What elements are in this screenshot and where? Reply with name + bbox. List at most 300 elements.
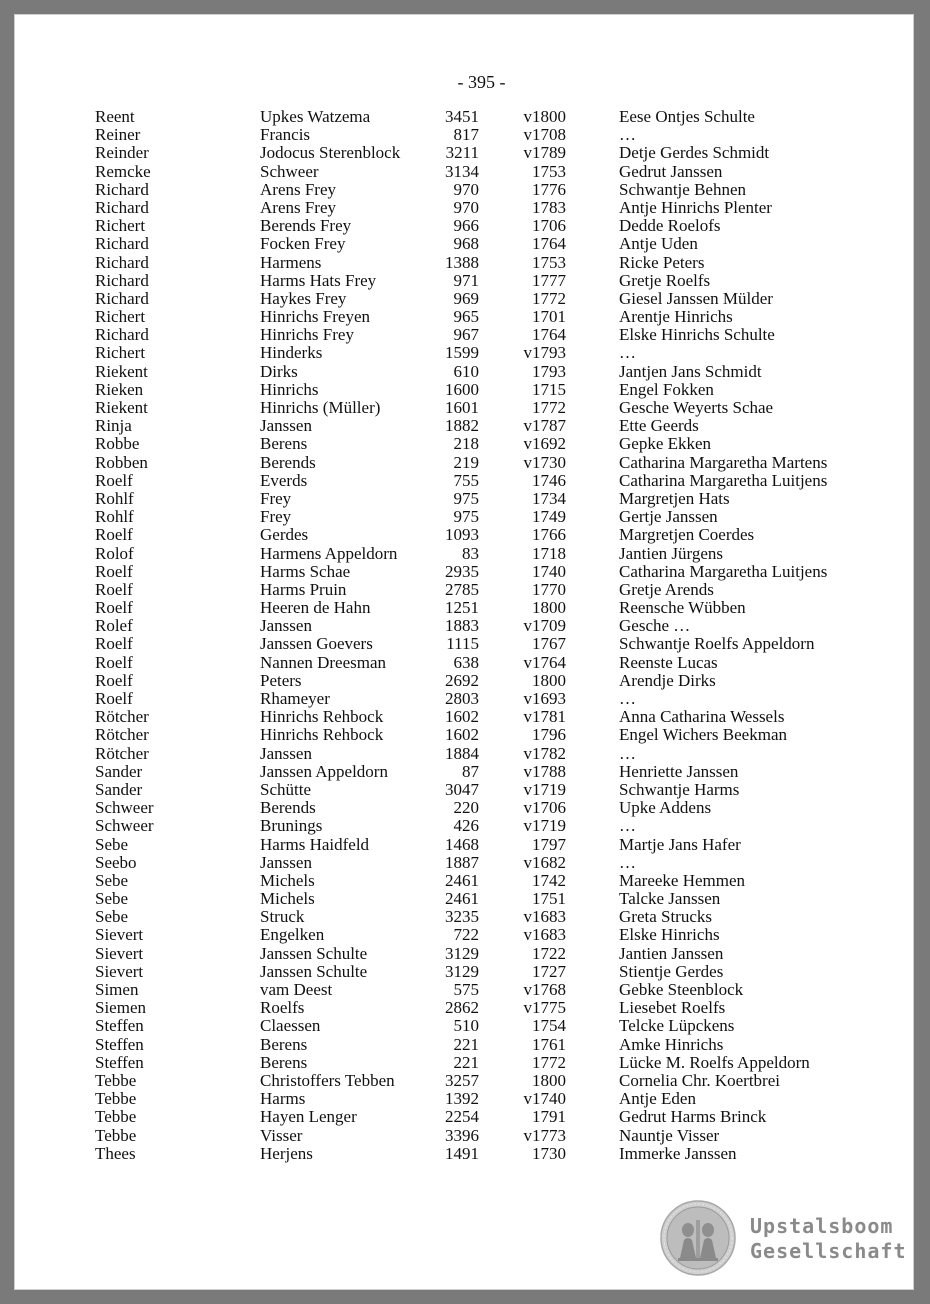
surname-cell: Hinderks — [260, 343, 323, 363]
surname-cell: Berends Frey — [260, 216, 352, 236]
year-cell: 1777 — [532, 270, 566, 290]
table-row — [14, 1127, 914, 1145]
spouse-cell: Telcke Lüpckens — [619, 1016, 735, 1036]
spouse-cell: Cornelia Chr. Koertbrei — [619, 1070, 780, 1090]
spouse-cell: … — [619, 852, 636, 872]
spouse-cell: Liesebet Roelfs — [619, 998, 726, 1018]
first-name-cell: Seebo — [95, 852, 137, 872]
spouse-cell: … — [619, 689, 636, 708]
record-number-cell: 1883 — [445, 616, 479, 636]
year-cell: v1708 — [523, 125, 566, 145]
table-row — [14, 1108, 914, 1126]
record-number-cell: 87 — [462, 761, 479, 781]
surname-cell: Peters — [260, 670, 302, 690]
record-number-cell: 2692 — [445, 670, 479, 690]
record-number-cell: 970 — [453, 197, 479, 217]
year-cell: 1722 — [532, 943, 566, 963]
surname-cell: Upkes Watzema — [260, 107, 371, 126]
surname-cell: Focken Frey — [260, 234, 346, 254]
spouse-cell: Arendje Dirks — [619, 670, 716, 690]
first-name-cell: Rohlf — [95, 488, 134, 508]
record-number-cell: 722 — [453, 925, 479, 945]
spouse-cell: … — [619, 743, 636, 763]
year-cell: 1727 — [532, 961, 566, 981]
first-name-cell: Reinder — [95, 143, 149, 163]
table-row — [14, 963, 914, 981]
record-number-cell: 1388 — [445, 252, 479, 272]
table-row — [14, 872, 914, 890]
surname-cell: Hinrichs — [260, 379, 319, 399]
record-number-cell: 1602 — [445, 725, 479, 745]
year-cell: v1787 — [523, 416, 566, 436]
year-cell: 1753 — [532, 252, 566, 272]
spouse-cell: Antje Eden — [619, 1089, 696, 1109]
record-number-cell: 510 — [453, 1016, 479, 1036]
year-cell: 1800 — [532, 598, 566, 618]
table-row — [14, 108, 914, 126]
surname-cell: Hinrichs (Müller) — [260, 398, 381, 417]
surname-cell: Herjens — [260, 1143, 313, 1163]
record-number-cell: 221 — [453, 1034, 479, 1054]
record-number-cell: 218 — [453, 434, 479, 454]
surname-cell: Arens Frey — [260, 179, 337, 199]
page-number: - 395 - — [457, 72, 506, 92]
year-cell: 1800 — [532, 670, 566, 690]
first-name-cell: Roelf — [95, 470, 133, 490]
table-row — [14, 1145, 914, 1163]
first-name-cell: Schweer — [95, 816, 154, 836]
spouse-cell: Gedrut Janssen — [619, 161, 723, 181]
table-row — [14, 126, 914, 144]
year-cell: 1767 — [532, 634, 566, 654]
year-cell: 1772 — [532, 398, 566, 417]
table-row — [14, 745, 914, 763]
first-name-cell: Roelf — [95, 579, 133, 599]
first-name-cell: Riekent — [95, 361, 148, 381]
record-number-cell: 3396 — [445, 1125, 479, 1145]
surname-cell: Berends — [260, 798, 316, 818]
table-row — [14, 654, 914, 672]
spouse-cell: Catharina Margaretha Luitjens — [619, 470, 828, 490]
table-row — [14, 945, 914, 963]
first-name-cell: Rinja — [95, 416, 132, 436]
first-name-cell: Robbe — [95, 434, 140, 454]
year-cell: v1782 — [523, 743, 566, 763]
record-number-cell: 817 — [453, 125, 479, 145]
spouse-cell: Dedde Roelofs — [619, 216, 721, 236]
spouse-cell: … — [619, 816, 636, 836]
first-name-cell: Schweer — [95, 798, 154, 818]
year-cell: 1740 — [532, 561, 566, 581]
year-cell: 1776 — [532, 179, 566, 199]
table-row — [14, 1090, 914, 1108]
record-number-cell: 971 — [453, 270, 479, 290]
spouse-cell: … — [619, 343, 636, 363]
table-row — [14, 908, 914, 926]
surname-cell: Hinrichs Rehbock — [260, 725, 384, 745]
spouse-cell: Lücke M. Roelfs Appeldorn — [619, 1052, 810, 1072]
first-name-cell: Richard — [95, 288, 149, 308]
surname-cell: Janssen — [260, 416, 312, 436]
table-row — [14, 926, 914, 944]
year-cell: 1746 — [532, 470, 566, 490]
record-number-cell: 1600 — [445, 379, 479, 399]
spouse-cell: Reensche Wübben — [619, 598, 746, 618]
year-cell: 1751 — [532, 889, 566, 909]
table-row — [14, 836, 914, 854]
spouse-cell: Gesche Weyerts Schae — [619, 398, 774, 417]
record-number-cell: 221 — [453, 1052, 479, 1072]
year-cell: 1770 — [532, 579, 566, 599]
record-number-cell: 1599 — [445, 343, 479, 363]
record-number-cell: 1602 — [445, 707, 479, 727]
record-number-cell: 1884 — [445, 743, 479, 763]
spouse-cell: Schwantje Roelfs Appeldorn — [619, 634, 815, 654]
surname-cell: Dirks — [260, 361, 298, 381]
year-cell: 1764 — [532, 234, 566, 254]
surname-cell: Roelfs — [260, 998, 305, 1018]
first-name-cell: Tebbe — [95, 1089, 137, 1109]
spouse-cell: Antje Uden — [619, 234, 698, 254]
record-number-cell: 2803 — [445, 689, 479, 708]
surname-cell: Janssen Schulte — [260, 943, 368, 963]
first-name-cell: Rötcher — [95, 707, 149, 727]
record-number-cell: 2461 — [445, 870, 479, 890]
record-number-cell: 975 — [453, 488, 479, 508]
surname-cell: Harmens — [260, 252, 322, 272]
table-row — [14, 144, 914, 162]
seal-logo — [660, 1200, 736, 1276]
first-name-cell: Sievert — [95, 925, 144, 945]
record-number-cell: 966 — [453, 216, 479, 236]
surname-cell: Engelken — [260, 925, 325, 945]
table-row — [14, 981, 914, 999]
record-number-cell: 2785 — [445, 579, 479, 599]
first-name-cell: Sebe — [95, 907, 129, 927]
first-name-cell: Riekent — [95, 398, 148, 417]
spouse-cell: Giesel Janssen Mülder — [619, 288, 773, 308]
table-row — [14, 545, 914, 563]
record-number-cell: 426 — [453, 816, 479, 836]
record-number-cell: 638 — [453, 652, 479, 672]
table-row — [14, 417, 914, 435]
year-cell: 1764 — [532, 325, 566, 345]
first-name-cell: Richard — [95, 270, 149, 290]
first-name-cell: Sebe — [95, 870, 129, 890]
first-name-cell: Richert — [95, 216, 146, 236]
surname-cell: Janssen — [260, 743, 312, 763]
record-number-cell: 2862 — [445, 998, 479, 1018]
spouse-cell: Martje Jans Hafer — [619, 834, 741, 854]
surname-cell: Hinrichs Rehbock — [260, 707, 384, 727]
year-cell: v1740 — [523, 1089, 566, 1109]
spouse-cell: Antje Hinrichs Plenter — [619, 197, 772, 217]
spouse-cell: Arentje Hinrichs — [619, 307, 733, 327]
spouse-cell: … — [619, 125, 636, 145]
first-name-cell: Simen — [95, 980, 139, 999]
table-row — [14, 435, 914, 453]
first-name-cell: Reiner — [95, 125, 141, 145]
table-row — [14, 326, 914, 344]
year-cell: 1761 — [532, 1034, 566, 1054]
table-row — [14, 635, 914, 653]
first-name-cell: Roelf — [95, 689, 133, 708]
surname-cell: Berends — [260, 452, 316, 472]
first-name-cell: Richard — [95, 234, 149, 254]
record-number-cell: 975 — [453, 507, 479, 527]
first-name-cell: Steffen — [95, 1034, 144, 1054]
surname-cell: Janssen — [260, 616, 312, 636]
year-cell: v1683 — [523, 925, 566, 945]
surname-cell: Visser — [260, 1125, 303, 1145]
spouse-cell: Detje Gerdes Schmidt — [619, 143, 770, 163]
table-row — [14, 999, 914, 1017]
spouse-cell: Schwantje Behnen — [619, 179, 746, 199]
surname-cell: Berens — [260, 434, 308, 454]
record-number-cell: 1093 — [445, 525, 479, 545]
record-number-cell: 575 — [453, 980, 479, 999]
spouse-cell: Engel Wichers Beekman — [619, 725, 787, 745]
first-name-cell: Remcke — [95, 161, 151, 181]
year-cell: v1773 — [523, 1125, 566, 1145]
spouse-cell: Gepke Ekken — [619, 434, 712, 454]
record-number-cell: 1115 — [446, 634, 479, 654]
surname-cell: Hinrichs Freyen — [260, 307, 371, 327]
spouse-cell: Anna Catharina Wessels — [619, 707, 785, 727]
table-row — [14, 854, 914, 872]
record-number-cell: 968 — [453, 234, 479, 254]
record-number-cell: 2461 — [445, 889, 479, 909]
first-name-cell: Roelf — [95, 525, 133, 545]
first-name-cell: Richard — [95, 252, 149, 272]
year-cell: 1797 — [532, 834, 566, 854]
record-number-cell: 1468 — [445, 834, 479, 854]
surname-cell: Haykes Frey — [260, 288, 347, 308]
table-row — [14, 726, 914, 744]
record-number-cell: 965 — [453, 307, 479, 327]
surname-cell: Jodocus Sterenblock — [260, 143, 401, 163]
spouse-cell: Greta Strucks — [619, 907, 713, 927]
surname-cell: Berens — [260, 1034, 308, 1054]
first-name-cell: Sebe — [95, 889, 129, 909]
spouse-cell: Immerke Janssen — [619, 1143, 737, 1163]
year-cell: v1706 — [523, 798, 566, 818]
spouse-cell: Jantien Jürgens — [619, 543, 724, 563]
first-name-cell: Sievert — [95, 943, 144, 963]
table-row — [14, 254, 914, 272]
year-cell: 1730 — [532, 1143, 566, 1163]
table-row — [14, 563, 914, 581]
table-row — [14, 708, 914, 726]
table-row — [14, 181, 914, 199]
year-cell: 1793 — [532, 361, 566, 381]
table-row — [14, 526, 914, 544]
record-number-cell: 1392 — [445, 1089, 479, 1109]
year-cell: v1800 — [523, 107, 566, 126]
surname-cell: Berens — [260, 1052, 308, 1072]
surname-cell: Harmens Appeldorn — [260, 543, 398, 563]
surname-cell: Harms — [260, 1089, 306, 1109]
first-name-cell: Thees — [95, 1143, 136, 1163]
first-name-cell: Richard — [95, 325, 149, 345]
first-name-cell: Roelf — [95, 634, 133, 654]
first-name-cell: Robben — [95, 452, 148, 472]
first-name-cell: Rolof — [95, 543, 134, 563]
table-row — [14, 799, 914, 817]
year-cell: 1734 — [532, 488, 566, 508]
year-cell: 1749 — [532, 507, 566, 527]
brand-line-2: Gesellschaft — [750, 1239, 907, 1263]
year-cell: 1742 — [532, 870, 566, 890]
document-page — [14, 14, 914, 1290]
table-row — [14, 199, 914, 217]
surname-cell: Janssen Schulte — [260, 961, 368, 981]
surname-cell: Schweer — [260, 161, 319, 181]
record-number-cell: 220 — [453, 798, 479, 818]
first-name-cell: Roelf — [95, 561, 133, 581]
first-name-cell: Richard — [95, 197, 149, 217]
spouse-cell: Margretjen Coerdes — [619, 525, 755, 545]
record-number-cell: 610 — [453, 361, 479, 381]
year-cell: 1715 — [532, 379, 566, 399]
table-row — [14, 235, 914, 253]
brand-line-1: Upstalsboom — [750, 1214, 894, 1238]
record-number-cell: 3451 — [445, 107, 479, 126]
spouse-cell: Ricke Peters — [619, 252, 705, 272]
surname-cell: Christoffers Tebben — [260, 1070, 395, 1090]
table-row — [14, 763, 914, 781]
surname-cell: Janssen Goevers — [260, 634, 373, 654]
year-cell: 1753 — [532, 161, 566, 181]
spouse-cell: Gedrut Harms Brinck — [619, 1107, 767, 1127]
surname-cell: Gerdes — [260, 525, 309, 545]
table-row — [14, 1072, 914, 1090]
surname-cell: Janssen Appeldorn — [260, 761, 388, 781]
record-number-cell: 1601 — [445, 398, 479, 417]
year-cell: 1701 — [532, 307, 566, 327]
table-row — [14, 617, 914, 635]
record-number-cell: 3211 — [445, 143, 479, 163]
first-name-cell: Richert — [95, 343, 146, 363]
surname-cell: Nannen Dreesman — [260, 652, 387, 672]
table-row — [14, 672, 914, 690]
table-row — [14, 454, 914, 472]
record-number-cell: 219 — [453, 452, 479, 472]
first-name-cell: Sander — [95, 779, 143, 799]
spouse-cell: Upke Addens — [619, 798, 712, 818]
table-row — [14, 490, 914, 508]
table-row — [14, 1054, 914, 1072]
record-number-cell: 970 — [453, 179, 479, 199]
first-name-cell: Reent — [95, 107, 135, 126]
first-name-cell: Rohlf — [95, 507, 134, 527]
record-number-cell: 1882 — [445, 416, 479, 436]
year-cell: v1692 — [523, 434, 566, 454]
first-name-cell: Sebe — [95, 834, 129, 854]
table-row — [14, 290, 914, 308]
first-name-cell: Sander — [95, 761, 143, 781]
brand-text — [750, 1214, 910, 1264]
year-cell: 1800 — [532, 1070, 566, 1090]
table-row — [14, 690, 914, 708]
year-cell: v1788 — [523, 761, 566, 781]
spouse-cell: Eese Ontjes Schulte — [619, 107, 755, 126]
surname-cell: Frey — [260, 488, 292, 508]
surname-cell: Harms Pruin — [260, 579, 347, 599]
year-cell: v1768 — [523, 980, 566, 999]
spouse-cell: Catharina Margaretha Luitjens — [619, 561, 828, 581]
first-name-cell: Rolef — [95, 616, 133, 636]
year-cell: 1718 — [532, 543, 566, 563]
surname-cell: Heeren de Hahn — [260, 598, 371, 618]
spouse-cell: Elske Hinrichs — [619, 925, 720, 945]
year-cell: v1719 — [523, 779, 566, 799]
table-row — [14, 508, 914, 526]
surname-cell: Frey — [260, 507, 292, 527]
surname-cell: Claessen — [260, 1016, 321, 1036]
record-number-cell: 2935 — [445, 561, 479, 581]
record-number-cell: 967 — [453, 325, 479, 345]
surname-cell: Hinrichs Frey — [260, 325, 354, 345]
first-name-cell: Tebbe — [95, 1070, 137, 1090]
surname-cell: Everds — [260, 470, 308, 490]
year-cell: v1683 — [523, 907, 566, 927]
year-cell: 1791 — [532, 1107, 566, 1127]
spouse-cell: Gebke Steenblock — [619, 980, 744, 999]
surname-cell: Janssen — [260, 852, 312, 872]
record-number-cell: 755 — [453, 470, 479, 490]
year-cell: v1682 — [523, 852, 566, 872]
table-row — [14, 781, 914, 799]
record-number-cell: 1491 — [445, 1143, 479, 1163]
first-name-cell: Richard — [95, 179, 149, 199]
year-cell: v1730 — [523, 452, 566, 472]
spouse-cell: Talcke Janssen — [619, 889, 721, 909]
table-row — [14, 163, 914, 181]
table-row — [14, 363, 914, 381]
record-number-cell: 83 — [462, 543, 479, 563]
spouse-cell: Mareeke Hemmen — [619, 870, 746, 890]
spouse-cell: Nauntje Visser — [619, 1125, 720, 1145]
first-name-cell: Rötcher — [95, 725, 149, 745]
table-row — [14, 581, 914, 599]
first-name-cell: Steffen — [95, 1016, 144, 1036]
first-name-cell: Steffen — [95, 1052, 144, 1072]
year-cell: 1772 — [532, 1052, 566, 1072]
table-row — [14, 890, 914, 908]
surname-cell: Brunings — [260, 816, 323, 836]
table-row — [14, 344, 914, 362]
record-number-cell: 3129 — [445, 943, 479, 963]
year-cell: 1772 — [532, 288, 566, 308]
year-cell: v1693 — [523, 689, 566, 708]
table-row — [14, 217, 914, 235]
surname-cell: Michels — [260, 889, 315, 909]
spouse-cell: Gretje Arends — [619, 579, 714, 599]
surname-cell: Struck — [260, 907, 305, 927]
surname-cell: Rhameyer — [260, 689, 330, 708]
spouse-cell: Stientje Gerdes — [619, 961, 724, 981]
first-name-cell: Roelf — [95, 598, 133, 618]
surname-cell: Schütte — [260, 779, 311, 799]
record-number-cell: 969 — [453, 288, 479, 308]
table-row — [14, 817, 914, 835]
spouse-cell: Amke Hinrichs — [619, 1034, 724, 1054]
spouse-cell: Gesche … — [619, 616, 691, 636]
spouse-cell: Catharina Margaretha Martens — [619, 452, 828, 472]
year-cell: v1775 — [523, 998, 566, 1018]
table-row — [14, 308, 914, 326]
